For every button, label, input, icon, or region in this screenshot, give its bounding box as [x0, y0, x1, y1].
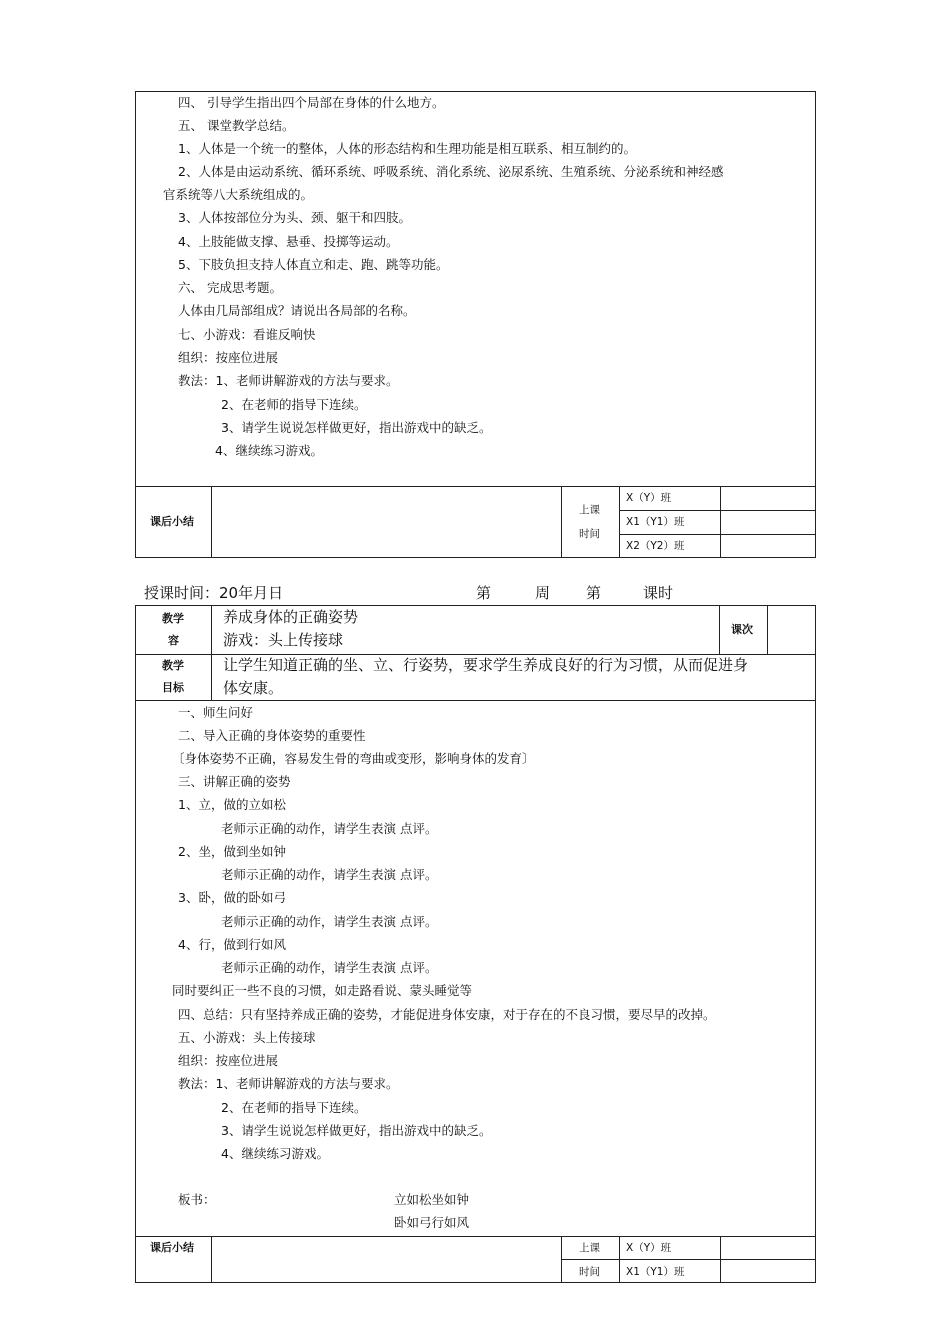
body-line: 五、小游戏：头上传接球: [178, 1030, 316, 1045]
lesson-prefix: 第: [586, 584, 602, 602]
top-line: 4、上肢能做支撑、悬垂、投掷等运动。: [178, 234, 399, 249]
body-line: 三、讲解正确的姿势: [178, 774, 291, 789]
body-line: 同时要纠正一些不良的习惯，如走路看说、蒙头睡觉等: [172, 983, 473, 998]
class-name: X2（Y2）班: [626, 540, 685, 552]
divider: [211, 605, 212, 700]
body-line: 一、师生问好: [178, 705, 254, 720]
divider: [719, 605, 720, 654]
summary-label: 课后小结: [150, 1241, 194, 1254]
divider: [561, 486, 562, 558]
class-time-label: 上课: [579, 1242, 600, 1254]
summary-label: 课后小结: [150, 515, 194, 528]
body-line: 老师示正确的动作，请学生表演 点评。: [221, 821, 438, 836]
divider: [619, 510, 816, 511]
board-label: 板书：: [178, 1192, 216, 1207]
top-line: 3、请学生说说怎样做更好，指出游戏中的缺乏。: [221, 420, 492, 435]
lesson-no-label: 课次: [731, 623, 753, 636]
top-line: 七、小游戏：看谁反响快: [178, 327, 316, 342]
divider: [561, 1259, 816, 1260]
body-line: 老师示正确的动作，请学生表演 点评。: [221, 960, 438, 975]
board-text: 卧如弓行如风: [394, 1215, 470, 1230]
body-line: 4、行，做到行如风: [178, 937, 286, 952]
goal-text: 体安康。: [223, 679, 284, 697]
body-line: 2、在老师的指导下连续。: [221, 1100, 367, 1115]
body-line: 3、卧，做的卧如弓: [178, 890, 286, 905]
goal-label: 教学: [162, 659, 184, 672]
body-line: 1、立，做的立如松: [178, 797, 286, 812]
top-table: [135, 91, 816, 558]
top-line: 人体由几局部组成？请说出各局部的名称。: [178, 303, 416, 318]
top-line: 组织：按座位进展: [178, 350, 279, 365]
divider: [211, 486, 212, 558]
top-line: 5、下肢负担支持人体直立和走、跑、跳等功能。: [178, 257, 449, 272]
content-label: 教学: [162, 612, 184, 625]
lesson-date: 授课时间：20年月日: [144, 584, 284, 602]
body-line: 4、继续练习游戏。: [221, 1146, 329, 1161]
divider: [211, 1236, 212, 1283]
top-line: 4、继续练习游戏。: [215, 443, 323, 458]
class-time-label: 时间: [579, 1266, 600, 1278]
body-line: 〔身体姿势不正确，容易发生骨的弯曲或变形，影响身体的发育〕: [172, 751, 535, 766]
class-time-label: 时间: [579, 528, 600, 540]
top-line: 六、 完成思考题。: [178, 280, 282, 295]
class-time-label: 上课: [579, 504, 600, 516]
top-line: 2、人体是由运动系统、循环系统、呼吸系统、消化系统、泌尿系统、生殖系统、分泌系统和神经感: [178, 164, 724, 179]
top-line: 3、人体按部位分为头、颈、躯干和四肢。: [178, 210, 411, 225]
divider: [135, 1236, 816, 1237]
lesson-unit: 课时: [643, 584, 674, 602]
divider: [619, 534, 816, 535]
divider: [135, 486, 816, 487]
divider: [720, 486, 721, 558]
content-label: 容: [168, 634, 179, 647]
divider: [619, 486, 620, 558]
divider: [135, 654, 816, 655]
goal-label: 目标: [162, 681, 184, 694]
divider: [135, 700, 816, 701]
top-line: 教法：1、老师讲解游戏的方法与要求。: [178, 373, 399, 388]
goal-text: 让学生知道正确的坐、立、行姿势，要求学生养成良好的行为习惯，从而促进身: [223, 656, 749, 674]
top-line: 四、 引导学生指出四个局部在身体的什么地方。: [178, 95, 445, 110]
top-line: 1、人体是一个统一的整体，人体的形态结构和生理功能是相互联系、相互制约的。: [178, 141, 636, 156]
body-line: 二、导入正确的身体姿势的重要性: [178, 728, 366, 743]
week-prefix: 第: [476, 584, 492, 602]
week-unit: 周: [535, 584, 551, 602]
class-name: X1（Y1）班: [626, 1266, 685, 1278]
content-game: 游戏：头上传接球: [223, 631, 344, 649]
body-line: 2、坐，做到坐如钟: [178, 844, 286, 859]
class-name: X（Y）班: [626, 492, 672, 504]
body-line: 组织：按座位进展: [178, 1053, 279, 1068]
content-title: 养成身体的正确姿势: [223, 608, 359, 626]
top-line: 2、在老师的指导下连续。: [221, 397, 367, 412]
body-line: 老师示正确的动作，请学生表演 点评。: [221, 914, 438, 929]
top-line: 五、 课堂教学总结。: [178, 118, 295, 133]
class-name: X（Y）班: [626, 1242, 672, 1254]
board-text: 立如松坐如钟: [394, 1192, 470, 1207]
body-line: 老师示正确的动作，请学生表演 点评。: [221, 867, 438, 882]
body-line: 教法：1、老师讲解游戏的方法与要求。: [178, 1076, 399, 1091]
top-line: 官系统等八大系统组成的。: [163, 187, 314, 202]
body-line: 四、总结：只有坚持养成正确的姿势，才能促进身体安康，对于存在的不良习惯，要尽早的改掉。: [178, 1007, 716, 1022]
body-line: 3、请学生说说怎样做更好，指出游戏中的缺乏。: [221, 1123, 492, 1138]
divider: [767, 605, 768, 654]
class-name: X1（Y1）班: [626, 516, 685, 528]
